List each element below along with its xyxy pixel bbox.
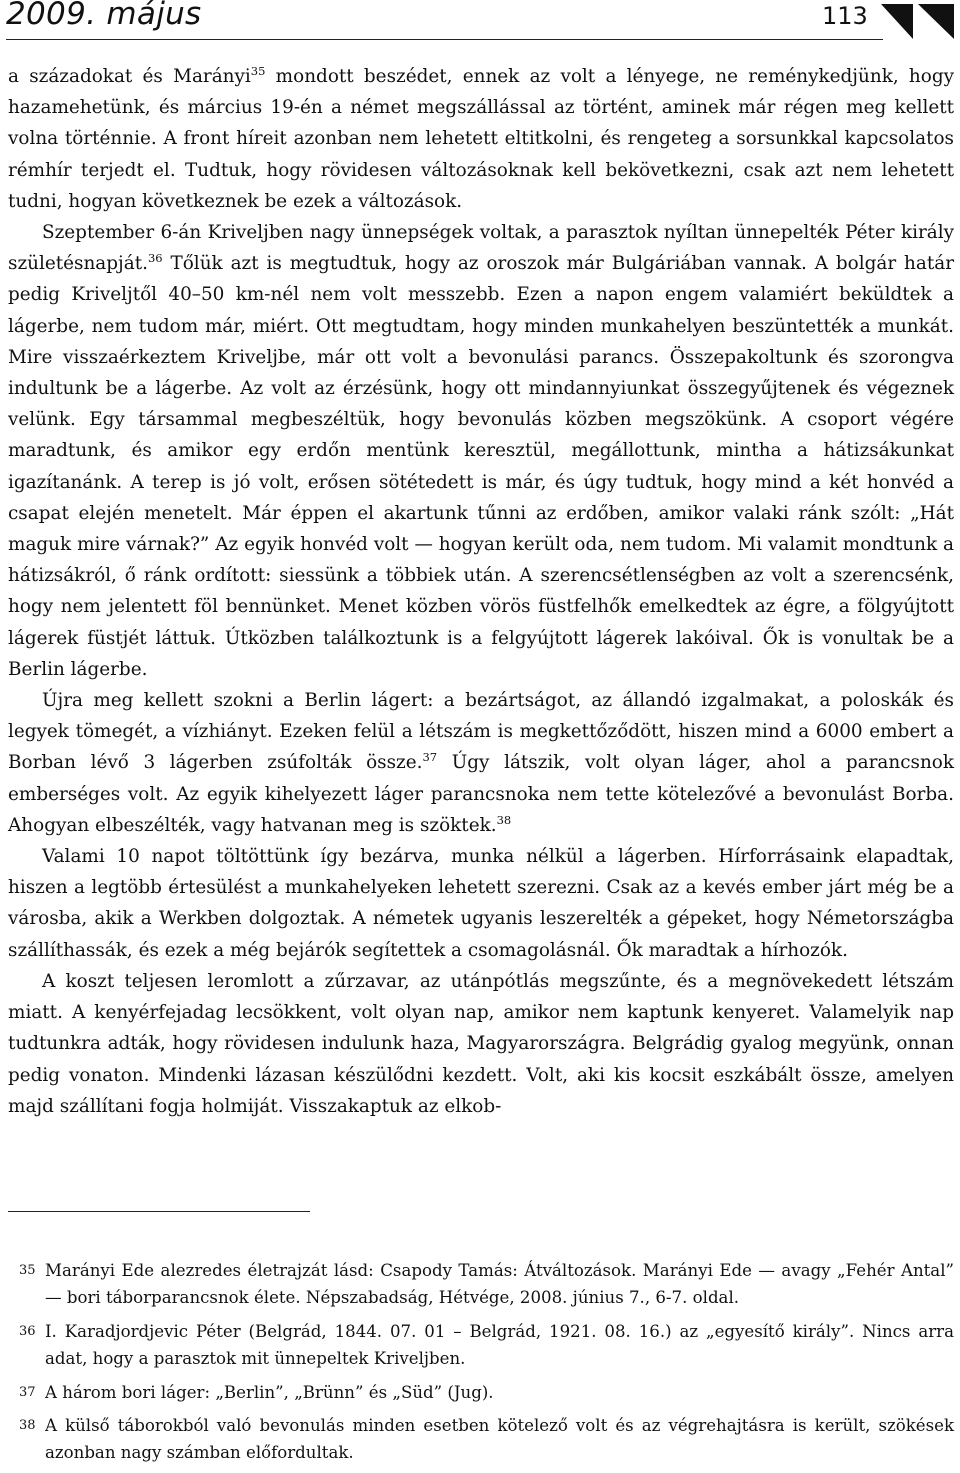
footnote-ref[interactable]: 35 — [250, 64, 266, 78]
main-text — [8, 61, 954, 1122]
footnote-number: 36 — [19, 1323, 36, 1339]
footnote-text: A három bori láger: „Berlin”, „Brünn” és „Süd” (Jug). — [45, 1382, 494, 1402]
footnote — [8, 1379, 954, 1406]
footnote-rule — [8, 1211, 310, 1212]
paragraph — [8, 217, 954, 685]
footnote — [8, 1412, 954, 1467]
footnote-number: 35 — [19, 1263, 36, 1278]
page-number: 113 — [822, 2, 868, 30]
footnotes — [8, 1257, 954, 1473]
page-header — [0, 0, 960, 44]
paragraph: Valami 10 napot töltöttünk így bezárva, munka nélkül a lágerben. Hírforrásaink elapadtak, hiszen a legtöbb értesülést a munkahelyeken lehetett szerezni. Csak az a kevés ember járt még be a városba, akik a Werkben dolgoztak. A németek ugyanis leszerelték a gépeket, hogy Németországba szállíthassák, és ezek a még bejárók segítettek a csomagolásnál. Ők maradtak a hírhozók. — [8, 846, 954, 961]
text-run: Tőlük azt is megtudtuk, hogy az oroszok már Bulgáriában vannak. A bolgár határ pedig Kriveljtől 40–50 km-nél nem volt messzebb. Ezen a napon engem valamiért beküldtek a lágerbe, nem tudom már, miért. Ott megtudtam, hogy minden munkahelyen beszüntették a munkát. Mire visszaérkeztem Kriveljbe, már ott volt a bevonulási parancs. Összepakoltunk és szorongva indultunk be a lágerbe. Az volt az érzésünk, hogy ott mindannyiunkat összegyűjtenek és végeznek velünk. Egy társammal megbeszéltük, hogy bevonulás közben megszökünk. A csoport végére maradtunk, és amikor egy erdőn mentünk keresztül, megállottunk, mintha a hátizsákunkat igazítanánk. A terep is jó volt, erősen sötétedett is már, és úgy tudtuk, hogy mind a két honvéd a csapat elején menetelt. Már éppen el akartunk tűnni az erdőben, amikor valaki ránk szólt: „Hát maguk mire várnak?” Az egyik honvéd volt — hogyan került oda, nem tudom. Mi valamit mondtunk a hátizsákról, ő ránk ordított: siessünk a többiek után. A szerencsétlenségben az volt a szerencsénk, hogy nem jelentett föl bennünket. Menet közben vörös füstfelhők emelkedtek az égre, a fölgyújtott lágerek füstjét láttuk. Útközben találkoztunk is a felgyújtott lágerek lakóival. Ők is vonultak be a Berlin lágerbe. — [8, 253, 954, 680]
footnote-text: Marányi Ede alezredes életrajzát lásd: Csapody Tamás: Átváltozások. Marányi Ede — avagy „Fehér Antal” — bori táborparancsnok élete. Népszabadság, Hétvége, 2008. június 7., 6-7. oldal. — [45, 1261, 954, 1308]
paragraph: A koszt teljesen leromlott a zűrzavar, az utánpótlás megszűnte, és a megnövekedett létszám miatt. A kenyérfejadag lecsökkent, volt olyan nap, amikor nem kaptunk kenyeret. Valamelyik nap tudtunkra adták, hogy rövidesen indulunk haza, Magyarországra. Belgrádig gyalog megyünk, onnan pedig vonaton. Mindenki lázasan készülődni kezdett. Volt, aki kis kocsit eszkábált össze, amelyen majd szállítani fogja holmiját. Visszakaptuk az elkob- — [8, 970, 954, 1117]
footnote-text: I. Karadjordjevic Péter (Belgrád, 1844. 07. 01 – Belgrád, 1921. 08. 16.) az „egyesítő király”. Nincs arra adat, hogy a parasztok mit ünnepeltek Kriveljben. — [45, 1321, 954, 1369]
header-date: 2009. május — [6, 0, 202, 32]
double-triangle-logo-icon — [881, 1, 955, 46]
text-run: Újra meg kellett szokni a Berlin lágert: a bezártságot, az állandó izgalmakat, a poloskák és legyek tömegét, a vízhiányt. Ezeken felül a létszám is megkettőződött, hiszen mind a 6000 embert a Borban lévő 3 lágerben zsúfolták össze. — [8, 690, 954, 774]
text-run: Szeptember 6-án Kriveljben nagy ünnepségek voltak, a parasztok nyíltan ünnepelték Péter király születésnapját. — [8, 222, 954, 275]
footnote-ref[interactable]: 37 — [422, 750, 438, 765]
footnote-text: A külső táborokból való bevonulás minden esetben kötelező volt és az végrehajtásra is került, szökések azonban nagy számban előfordultak. — [45, 1416, 954, 1463]
text-run: mondott beszédet, ennek az volt a lényege, ne reménykedjünk, hogy hazamehetünk, és március 19-én a német megszállással az történt, aminek már régen meg kellett volna történnie. A front híreit azonban nem lehetett eltitkolni, és rengeteg a sorsunkkal kapcsolatos rémhír terjedt el. Tudtuk, hogy rövidesen változásoknak kell bekövetkezni, csak azt nem lehetett tudni, hogyan következnek be ezek a változások. — [8, 66, 955, 212]
paragraph — [8, 685, 954, 841]
text-run: Úgy látszik, volt olyan láger, ahol a parancsnok emberséges volt. Az egyik kihelyezett láger parancsnoka nem tette kötelezővé a bevonulást Borba. Ahogyan elbeszélték, vagy hatvanan meg is szöktek. — [8, 752, 954, 836]
footnote-ref[interactable]: 38 — [496, 812, 512, 827]
header-rule — [6, 39, 883, 40]
paragraph — [8, 61, 954, 217]
footnote — [8, 1318, 954, 1373]
footnote-number: 37 — [19, 1384, 36, 1400]
footnote — [8, 1257, 954, 1312]
footnote-ref[interactable]: 36 — [147, 251, 163, 266]
footnote-number: 38 — [19, 1418, 36, 1434]
text-run: a századokat és Marányi — [8, 66, 251, 87]
